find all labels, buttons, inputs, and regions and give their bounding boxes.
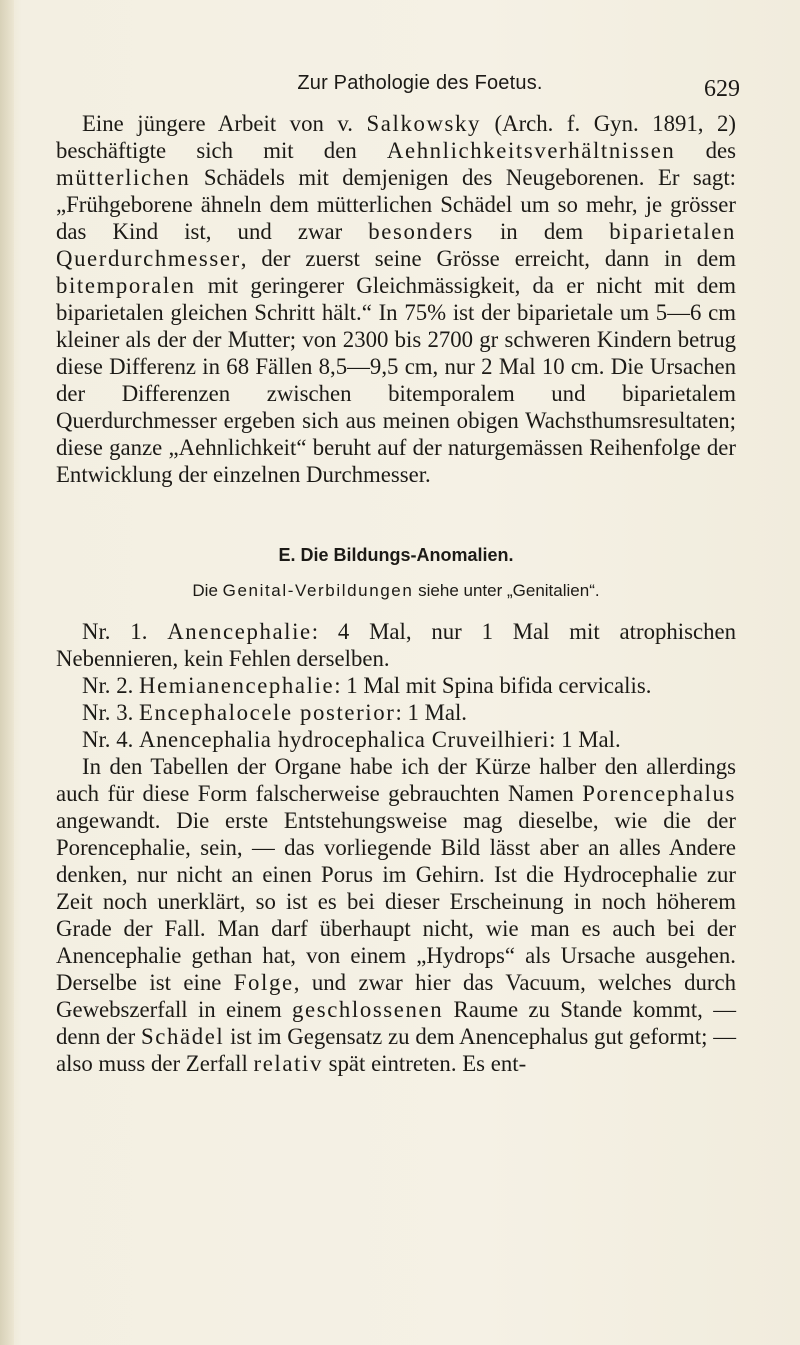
paragraph-porencephalus [56, 753, 736, 1077]
anomaly-term: Hemianencephalie [139, 673, 335, 698]
entry-number: Nr. 3. [82, 700, 139, 725]
entry-number: Nr. 4. [82, 727, 139, 752]
anomaly-term: Anencephalia hydrocephalica Cruveilhieri [139, 727, 550, 752]
text-run: mit geringerer Gleichmässigkeit, da er nicht mit dem biparietalen gleichen Schritt hält.“ In 75% ist der biparietale um 5—6 cm kleiner als der der Mutter; von 2300 bis 2700 gr schweren Kindern betrug diese Differenz in 68 Fällen 8,5—9,5 cm, nur 2 Mal 10 cm. Die Ursachen der Differenzen zwischen bitemporalem und biparietalem Querdurchmesser ergeben sich aus meinen obigen Wachsthumsresultaten; diese ganze „Aehnlichkeit“ beruht auf der naturgemässen Reihenfolge der Entwicklung der einzelnen Durchmesser. [56, 273, 736, 487]
text-run: Die [192, 581, 223, 600]
body-text [56, 110, 736, 1077]
text-run: siehe unter „Genitalien“. [413, 581, 600, 600]
section-note [56, 577, 736, 604]
author-name: Salkowsky [366, 111, 481, 136]
entry-number: Nr. 1. [82, 619, 168, 644]
entry-text: : 1 Mal mit Spina bifida cervicalis. [334, 673, 652, 698]
emphasized-term: Folge [233, 970, 294, 995]
emphasized-term: bitemporalen [56, 273, 196, 298]
text-run: ist im Gegensatz zu dem Anencephalus gut geformt; — also muss der Zerfall [56, 1024, 736, 1076]
text-run: Eine jüngere Arbeit von v. [82, 111, 367, 136]
text-run: , und zwar hier das Vacuum, welches durch Gewebszerfall in einem [56, 970, 736, 1022]
anomaly-term: Anencephalie [167, 619, 312, 644]
emphasized-term: Schädel [140, 1024, 225, 1049]
emphasized-term: Genital-Verbildungen [222, 581, 414, 600]
text-run: , der zuerst seine Grösse erreicht, dann in dem [240, 246, 736, 271]
text-run: Schädels mit demjenigen des Neugeborenen. Er sagt: „Frühgeborene ähneln dem mütterlichen Schädel um so mehr, je grösser das Kind ist, und zwar [56, 165, 736, 244]
emphasized-term: besonders [368, 219, 474, 244]
text-run: (Arch. f. Gyn. 1891, 2) beschäftigte sich mit den [56, 111, 736, 163]
emphasized-term: mütterlichen [56, 165, 191, 190]
entry-text: : 4 Mal, nur 1 Mal mit atrophischen Nebennieren, kein Fehlen derselben. [56, 619, 737, 671]
text-run: Raume zu Stande kommt, — denn der [56, 997, 736, 1049]
text-run: angewandt. Die erste Entstehungsweise mag dieselbe, wie die der Porencephalie, sein, — das vorliegende Bild lässt aber an alles Andere denken, nur nicht an einen Porus im Gehirn. Ist die Hydrocephalie zur Zeit noch unerklärt, so ist es bei dieser Erscheinung in noch höherem Grade der Fall. Man darf überhaupt nicht, wie man es auch bei der Anencephalie gethan hat, von einem „Hydrops“ als Ursache ausgehen. Derselbe ist eine [56, 808, 736, 995]
anomaly-entry [56, 618, 736, 672]
page-header [100, 70, 740, 100]
emphasized-term: relativ [253, 1051, 323, 1076]
anomaly-term: Encephalocele posterior [139, 700, 396, 725]
anomaly-entry [56, 699, 736, 726]
page-spine-shadow [0, 0, 14, 1345]
anomaly-entry [56, 726, 736, 753]
entry-text: : 1 Mal. [395, 700, 467, 725]
anomaly-entry [56, 672, 736, 699]
text-run: In den Tabellen der Organe habe ich der Kürze halber den allerdings auch für diese Form falscherweise gebrauchten Namen [56, 754, 736, 806]
text-run: spät eintreten. Es ent- [322, 1051, 527, 1076]
page-number: 629 [704, 76, 740, 102]
text-run: in dem [473, 219, 610, 244]
paragraph-salkowsky [56, 110, 736, 488]
running-head: Zur Pathologie des Foetus. [297, 72, 543, 94]
emphasized-term: Porencephalus [582, 781, 736, 806]
entry-text: : 1 Mal. [549, 727, 621, 752]
emphasized-term: geschlossenen [292, 997, 444, 1022]
text-run: des [675, 138, 736, 163]
entry-number: Nr. 2. [82, 673, 139, 698]
section-heading: E. Die Bildungs-Anomalien. [278, 545, 514, 565]
emphasized-term: biparietalen Querdurchmesser [56, 219, 736, 271]
emphasized-term: Aehnlichkeitsverhältnissen [386, 138, 676, 163]
